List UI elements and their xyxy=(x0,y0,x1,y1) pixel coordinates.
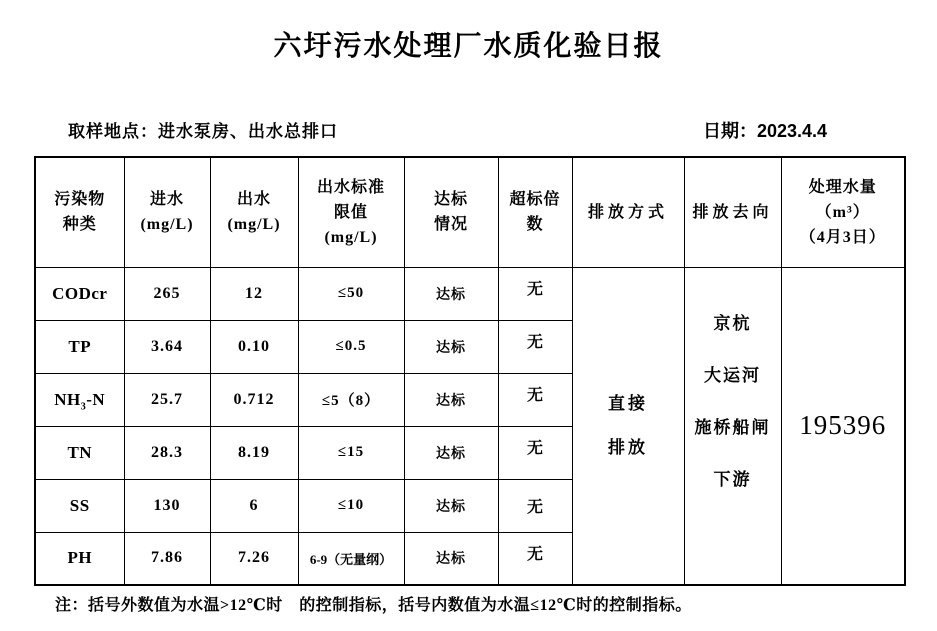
effluent-value-cell: 12 xyxy=(210,267,298,320)
limit-value-cell: 6-9（无量纲） xyxy=(298,532,404,585)
exceedance-cell: 无 xyxy=(498,320,572,373)
compliance-status-cell: 达标 xyxy=(404,532,498,585)
water-quality-table xyxy=(34,156,906,586)
compliance-status-cell: 达标 xyxy=(404,320,498,373)
effluent-value-cell: 0.712 xyxy=(210,373,298,426)
col-header-effluent: 出水 (mg/L) xyxy=(210,157,298,267)
effluent-value-cell: 8.19 xyxy=(210,426,298,479)
col-header-influent: 进水 (mg/L) xyxy=(124,157,210,267)
influent-value-cell: 25.7 xyxy=(124,373,210,426)
effluent-value-cell: 7.26 xyxy=(210,532,298,585)
limit-value-cell: ≤5（8） xyxy=(298,373,404,426)
table-row-codcr xyxy=(35,267,905,320)
header-row xyxy=(35,157,905,267)
influent-value-cell: 7.86 xyxy=(124,532,210,585)
exceedance-cell: 无 xyxy=(498,532,572,585)
pollutant-name-cell: CODcr xyxy=(35,267,124,320)
treated-volume-value: 195396 xyxy=(799,410,887,441)
effluent-value-cell: 0.10 xyxy=(210,320,298,373)
discharge-destination-text: 京杭 大运河 施桥船闸 下游 xyxy=(694,313,771,489)
pollutant-name-cell: $NH_3-N$ xyxy=(35,373,124,426)
col-header-pollutant-type: 污染物 种类 xyxy=(35,157,124,267)
exceedance-cell: 无 xyxy=(498,426,572,479)
meta-row xyxy=(0,117,937,143)
limit-value-cell: ≤10 xyxy=(298,479,404,532)
report-date-label: 日期：2023.4.4 xyxy=(703,121,828,141)
compliance-status-cell: 达标 xyxy=(404,267,498,320)
influent-value-cell: 265 xyxy=(124,267,210,320)
influent-value-cell: 28.3 xyxy=(124,426,210,479)
influent-value-cell: 3.64 xyxy=(124,320,210,373)
exceedance-cell: 无 xyxy=(498,373,572,426)
page-title: 六圩污水处理厂水质化验日报 xyxy=(273,31,664,62)
treated-volume-cell xyxy=(781,267,905,585)
discharge-destination-cell xyxy=(684,267,781,585)
col-header-treated-volume: 处理水量 （m³） （4月3日） xyxy=(781,157,905,267)
exceedance-cell: 无 xyxy=(498,267,572,320)
pollutant-name-cell: TN xyxy=(35,426,124,479)
pollutant-name-cell: TP xyxy=(35,320,124,373)
col-header-effluent-limit: 出水标准 限值 (mg/L) xyxy=(298,157,404,267)
pollutant-name-cell: SS xyxy=(35,479,124,532)
col-header-exceedance-multiple: 超标倍 数 xyxy=(498,157,572,267)
footnote: 注：括号外数值为水温>12℃时 的控制指标，括号内数值为水温≤12℃时的控制指标。 xyxy=(55,597,692,614)
sampling-location-label: 取样地点：进水泵房、出水总排口 xyxy=(68,122,338,141)
compliance-status-cell: 达标 xyxy=(404,426,498,479)
col-header-compliance-status: 达标 情况 xyxy=(404,157,498,267)
influent-value-cell: 130 xyxy=(124,479,210,532)
limit-value-cell: ≤50 xyxy=(298,267,404,320)
exceedance-cell: 无 xyxy=(498,479,572,532)
limit-value-cell: ≤15 xyxy=(298,426,404,479)
col-header-discharge-method: 排放方式 xyxy=(572,157,684,267)
discharge-method-cell xyxy=(572,267,684,585)
limit-value-cell: ≤0.5 xyxy=(298,320,404,373)
compliance-status-cell: 达标 xyxy=(404,373,498,426)
pollutant-name-cell: PH xyxy=(35,532,124,585)
compliance-status-cell: 达标 xyxy=(404,479,498,532)
discharge-method-text: 直接 排放 xyxy=(608,393,648,457)
effluent-value-cell: 6 xyxy=(210,479,298,532)
col-header-discharge-destination: 排放去向 xyxy=(684,157,781,267)
